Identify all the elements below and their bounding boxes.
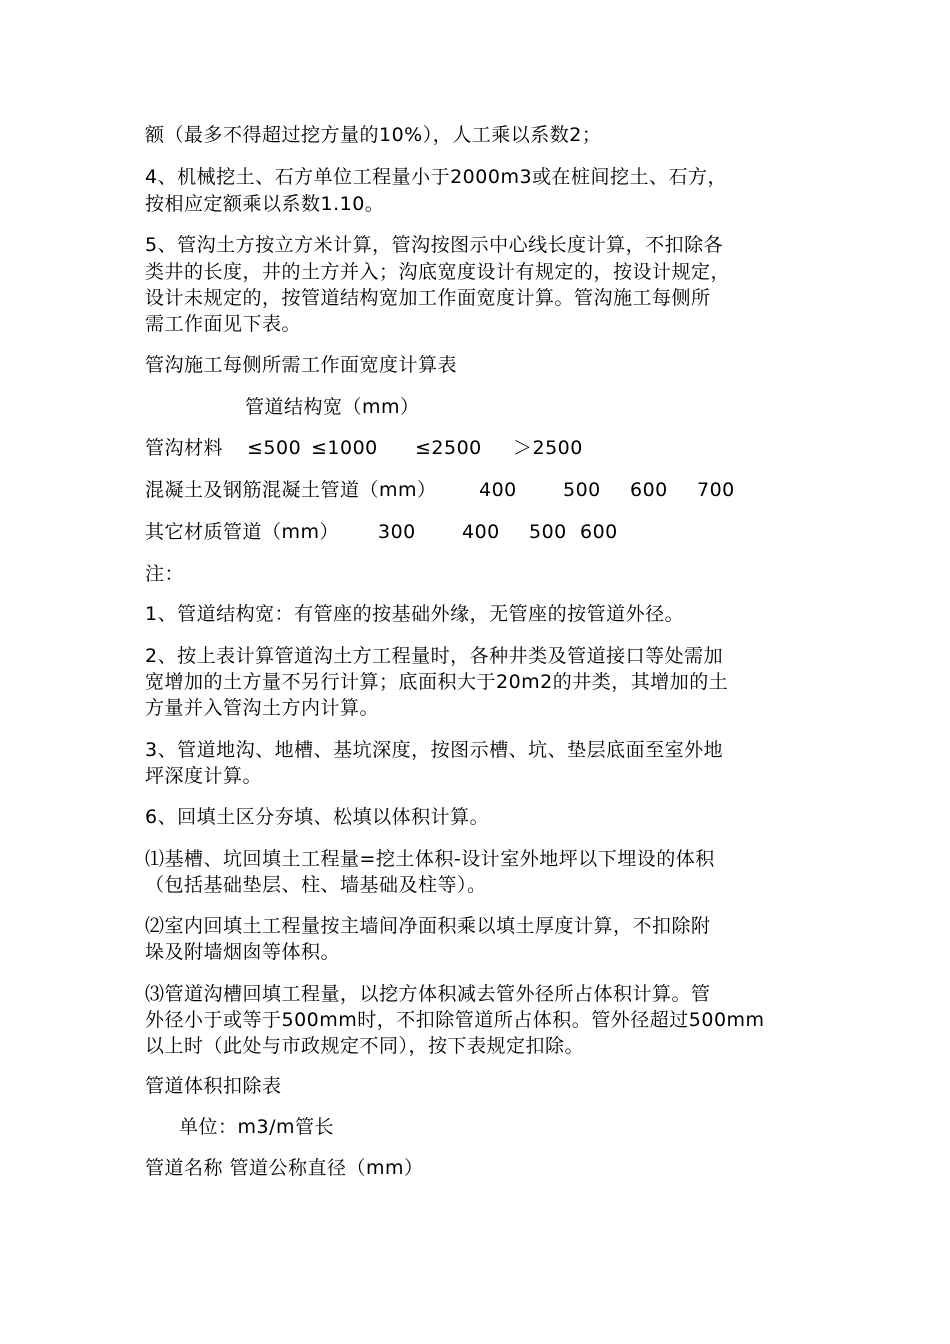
table-cell: 700 (697, 479, 735, 501)
table-row-label: 其它材质管道（mm） (145, 521, 340, 543)
table-cell: 600 (630, 479, 668, 501)
table-row (145, 477, 825, 504)
table-header-cell: ≤2500 (415, 437, 482, 459)
notes-title: 注： (145, 563, 185, 585)
table-header-cell: ＞2500 (513, 437, 583, 459)
table-cell: 300 (378, 521, 416, 543)
table-row-label: 混凝土及钢筋混凝土管道（mm） (145, 479, 437, 501)
table-unit: 单位：m3/m管长 (179, 1116, 335, 1138)
item-line: 以上时（此处与市政规定不同），按下表规定扣除。 (145, 1035, 585, 1057)
paragraph-line: 按相应定额乘以系数1.10。 (145, 193, 385, 215)
note-line: 坪深度计算。 (145, 765, 263, 787)
paragraph-line: 额（最多不得超过挖方量的10%），人工乘以系数2； (145, 124, 602, 146)
table-cell: 400 (479, 479, 517, 501)
table-row (145, 519, 825, 546)
table-header-cell: ≤1000 (311, 437, 378, 459)
table-cell: 500 (529, 521, 567, 543)
table-title: 管道体积扣除表 (145, 1075, 282, 1097)
table-header-row: 管道名称 管道公称直径（mm） (145, 1157, 424, 1179)
table-header-row (145, 435, 825, 462)
table-header-label: 管沟材料 (145, 437, 224, 459)
section-title: 6、回填土区分夯填、松填以体积计算。 (145, 806, 490, 828)
paragraph-line: 4、机械挖土、石方单位工程量小于2000m3或在桩间挖土、石方， (145, 166, 728, 188)
note-line: 3、管道地沟、地槽、基坑深度，按图示槽、坑、垫层底面至室外地 (145, 739, 724, 761)
note-line: 方量并入管沟土方内计算。 (145, 697, 380, 719)
table-header-cell: ≤500 (247, 437, 302, 459)
table-subheader: 管道结构宽（mm） (245, 396, 420, 418)
item-line: 外径小于或等于500mm时，不扣除管道所占体积。管外径超过500mm (145, 1009, 765, 1031)
note-line: 1、管道结构宽：有管座的按基础外缘，无管座的按管道外径。 (145, 603, 685, 625)
paragraph-line: 设计未规定的，按管道结构宽加工作面宽度计算。管沟施工每侧所 (145, 287, 711, 309)
note-line: 宽增加的土方量不另行计算；底面积大于20m2的井类，其增加的土 (145, 671, 729, 693)
paragraph-line: 类井的长度，井的土方并入；沟底宽度设计有规定的，按设计规定， (145, 261, 731, 283)
paragraph-line: 5、管沟土方按立方米计算，管沟按图示中心线长度计算，不扣除各 (145, 234, 724, 256)
item-line: ⑵室内回填土工程量按主墙间净面积乘以填土厚度计算，不扣除附 (145, 915, 711, 937)
paragraph-line: 需工作面见下表。 (145, 313, 302, 335)
table-cell: 500 (563, 479, 601, 501)
item-line: ⑶管道沟槽回填工程量，以挖方体积减去管外径所占体积计算。管 (145, 983, 711, 1005)
item-line: （包括基础垫层、柱、墙基础及柱等）。 (145, 874, 487, 896)
table-title: 管沟施工每侧所需工作面宽度计算表 (145, 354, 458, 376)
item-line: 垛及附墙烟囱等体积。 (145, 941, 341, 963)
table-cell: 600 (580, 521, 618, 543)
item-line: ⑴基槽、坑回填土工程量=挖土体积-设计室外地坪以下埋设的体积 (145, 848, 715, 870)
table-cell: 400 (462, 521, 500, 543)
note-line: 2、按上表计算管道沟土方工程量时，各种井类及管道接口等处需加 (145, 645, 724, 667)
